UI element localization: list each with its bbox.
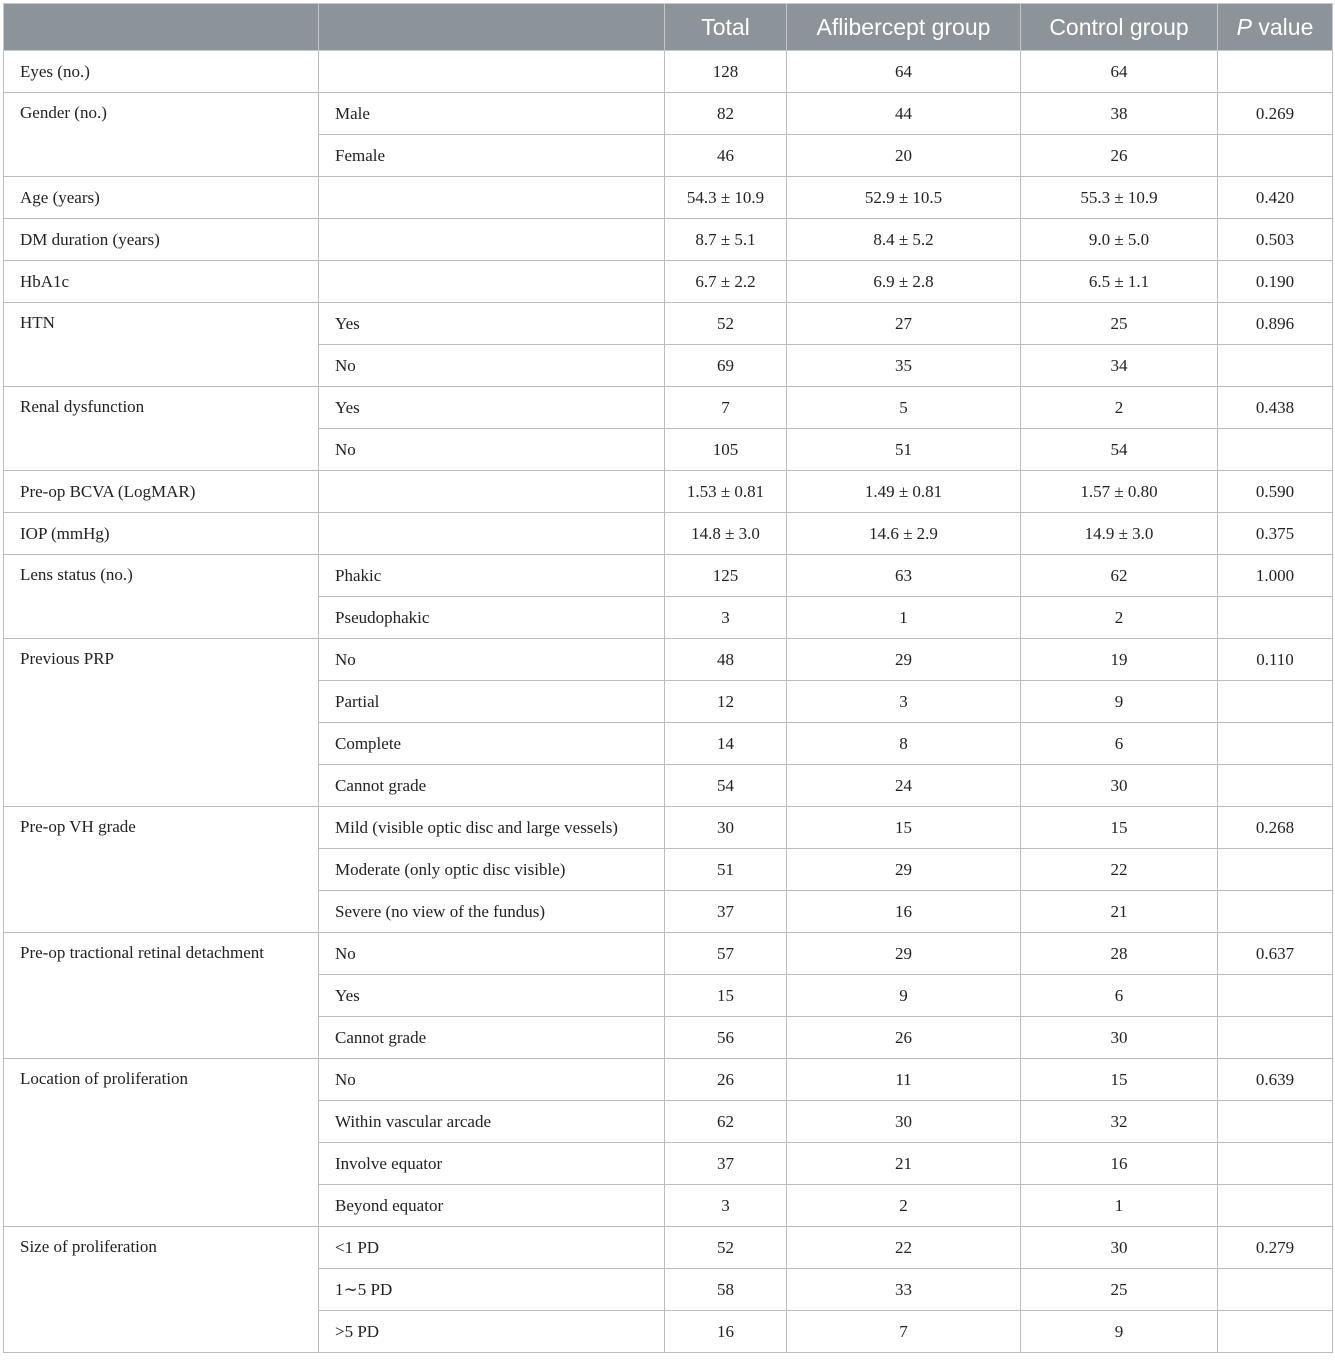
table-row	[4, 513, 1333, 555]
row-subcategory: Severe (no view of the fundus)	[319, 891, 665, 933]
cell-control: 54	[1021, 429, 1218, 471]
cell-p-value-empty	[1218, 1143, 1333, 1185]
table-row	[4, 261, 1333, 303]
row-label: Pre-op BCVA (LogMAR)	[4, 471, 319, 513]
table-body	[4, 51, 1333, 1353]
cell-p-value-empty	[1218, 681, 1333, 723]
cell-aflibercept: 1.49 ± 0.81	[787, 471, 1021, 513]
cell-control: 25	[1021, 303, 1218, 345]
cell-total: 1.53 ± 0.81	[665, 471, 787, 513]
table-row	[4, 219, 1333, 261]
cell-aflibercept: 3	[787, 681, 1021, 723]
cell-p-value: 0.268	[1218, 807, 1333, 849]
cell-aflibercept: 35	[787, 345, 1021, 387]
header-p-symbol: P	[1236, 13, 1252, 40]
cell-control: 6	[1021, 975, 1218, 1017]
cell-control: 19	[1021, 639, 1218, 681]
table-row	[4, 93, 1333, 135]
cell-aflibercept: 22	[787, 1227, 1021, 1269]
table-row	[4, 933, 1333, 975]
cell-aflibercept: 29	[787, 639, 1021, 681]
cell-control: 6	[1021, 723, 1218, 765]
row-subcategory	[319, 513, 665, 555]
row-subcategory	[319, 471, 665, 513]
cell-control: 34	[1021, 345, 1218, 387]
row-label: Pre-op tractional retinal detachment	[4, 933, 319, 1059]
cell-total: 26	[665, 1059, 787, 1101]
cell-p-value: 0.503	[1218, 219, 1333, 261]
cell-aflibercept: 33	[787, 1269, 1021, 1311]
cell-aflibercept: 7	[787, 1311, 1021, 1353]
row-subcategory: Beyond equator	[319, 1185, 665, 1227]
cell-total: 8.7 ± 5.1	[665, 219, 787, 261]
row-subcategory: Phakic	[319, 555, 665, 597]
row-label: Renal dysfunction	[4, 387, 319, 471]
row-subcategory: No	[319, 933, 665, 975]
cell-p-value-empty	[1218, 429, 1333, 471]
table-header	[4, 4, 1333, 51]
cell-total: 15	[665, 975, 787, 1017]
table-row	[4, 177, 1333, 219]
row-subcategory: Mild (visible optic disc and large vessels)	[319, 807, 665, 849]
cell-p-value: 0.420	[1218, 177, 1333, 219]
cell-control: 2	[1021, 597, 1218, 639]
cell-aflibercept: 11	[787, 1059, 1021, 1101]
cell-control: 32	[1021, 1101, 1218, 1143]
row-subcategory: Cannot grade	[319, 1017, 665, 1059]
cell-p-value-empty	[1218, 1017, 1333, 1059]
cell-aflibercept: 8	[787, 723, 1021, 765]
cell-control: 15	[1021, 807, 1218, 849]
baseline-characteristics-table	[3, 3, 1333, 1353]
row-subcategory: 1∼5 PD	[319, 1269, 665, 1311]
cell-total: 57	[665, 933, 787, 975]
cell-p-value: 0.190	[1218, 261, 1333, 303]
cell-p-value-empty	[1218, 975, 1333, 1017]
cell-aflibercept: 26	[787, 1017, 1021, 1059]
cell-total: 37	[665, 891, 787, 933]
cell-total: 37	[665, 1143, 787, 1185]
cell-aflibercept: 52.9 ± 10.5	[787, 177, 1021, 219]
cell-aflibercept: 1	[787, 597, 1021, 639]
cell-aflibercept: 44	[787, 93, 1021, 135]
row-label: Pre-op VH grade	[4, 807, 319, 933]
cell-aflibercept: 29	[787, 849, 1021, 891]
table-row	[4, 555, 1333, 597]
cell-total: 58	[665, 1269, 787, 1311]
cell-control: 38	[1021, 93, 1218, 135]
cell-aflibercept: 27	[787, 303, 1021, 345]
cell-total: 3	[665, 597, 787, 639]
cell-total: 62	[665, 1101, 787, 1143]
row-label: HbA1c	[4, 261, 319, 303]
cell-p-value-empty	[1218, 135, 1333, 177]
cell-p-value-empty	[1218, 1185, 1333, 1227]
cell-aflibercept: 2	[787, 1185, 1021, 1227]
cell-aflibercept: 24	[787, 765, 1021, 807]
cell-total: 54.3 ± 10.9	[665, 177, 787, 219]
row-label: HTN	[4, 303, 319, 387]
cell-aflibercept: 6.9 ± 2.8	[787, 261, 1021, 303]
cell-total: 16	[665, 1311, 787, 1353]
header-subcategory	[319, 4, 665, 51]
cell-total: 82	[665, 93, 787, 135]
cell-total: 46	[665, 135, 787, 177]
cell-p-value: 0.269	[1218, 93, 1333, 135]
cell-control: 6.5 ± 1.1	[1021, 261, 1218, 303]
cell-aflibercept: 30	[787, 1101, 1021, 1143]
cell-control: 15	[1021, 1059, 1218, 1101]
row-subcategory: No	[319, 429, 665, 471]
row-label: Location of proliferation	[4, 1059, 319, 1227]
cell-control: 26	[1021, 135, 1218, 177]
table-row	[4, 471, 1333, 513]
cell-total: 51	[665, 849, 787, 891]
row-subcategory: Partial	[319, 681, 665, 723]
row-subcategory	[319, 261, 665, 303]
row-label: Size of proliferation	[4, 1227, 319, 1353]
table-row	[4, 807, 1333, 849]
cell-control: 21	[1021, 891, 1218, 933]
cell-control: 16	[1021, 1143, 1218, 1185]
cell-control: 1	[1021, 1185, 1218, 1227]
header-characteristic	[4, 4, 319, 51]
cell-aflibercept: 64	[787, 51, 1021, 93]
cell-p-value-empty	[1218, 765, 1333, 807]
cell-p-value-empty	[1218, 849, 1333, 891]
cell-total: 6.7 ± 2.2	[665, 261, 787, 303]
header-p-suffix: value	[1251, 13, 1314, 40]
cell-aflibercept: 9	[787, 975, 1021, 1017]
cell-total: 105	[665, 429, 787, 471]
row-subcategory: Female	[319, 135, 665, 177]
row-subcategory: Male	[319, 93, 665, 135]
cell-p-value: 0.279	[1218, 1227, 1333, 1269]
cell-p-value: 0.438	[1218, 387, 1333, 429]
cell-p-value: 0.590	[1218, 471, 1333, 513]
row-subcategory: No	[319, 639, 665, 681]
cell-control: 14.9 ± 3.0	[1021, 513, 1218, 555]
cell-total: 12	[665, 681, 787, 723]
cell-total: 52	[665, 303, 787, 345]
cell-total: 14.8 ± 3.0	[665, 513, 787, 555]
cell-total: 48	[665, 639, 787, 681]
cell-aflibercept: 51	[787, 429, 1021, 471]
row-subcategory: Within vascular arcade	[319, 1101, 665, 1143]
table-row	[4, 303, 1333, 345]
row-subcategory: No	[319, 345, 665, 387]
cell-p-value: 0.375	[1218, 513, 1333, 555]
row-label: Previous PRP	[4, 639, 319, 807]
cell-p-value	[1218, 51, 1333, 93]
cell-aflibercept: 8.4 ± 5.2	[787, 219, 1021, 261]
row-subcategory: Involve equator	[319, 1143, 665, 1185]
cell-total: 52	[665, 1227, 787, 1269]
row-label: Gender (no.)	[4, 93, 319, 177]
cell-p-value-empty	[1218, 891, 1333, 933]
cell-aflibercept: 20	[787, 135, 1021, 177]
header-p-value	[1218, 4, 1333, 51]
cell-p-value-empty	[1218, 723, 1333, 765]
cell-p-value-empty	[1218, 1269, 1333, 1311]
cell-aflibercept: 5	[787, 387, 1021, 429]
row-label: IOP (mmHg)	[4, 513, 319, 555]
row-subcategory: <1 PD	[319, 1227, 665, 1269]
cell-p-value-empty	[1218, 345, 1333, 387]
row-subcategory	[319, 219, 665, 261]
cell-p-value: 0.639	[1218, 1059, 1333, 1101]
row-subcategory: No	[319, 1059, 665, 1101]
row-subcategory: >5 PD	[319, 1311, 665, 1353]
header-row	[4, 4, 1333, 51]
row-label: Lens status (no.)	[4, 555, 319, 639]
row-subcategory	[319, 177, 665, 219]
row-label: Eyes (no.)	[4, 51, 319, 93]
table-row	[4, 51, 1333, 93]
row-subcategory: Pseudophakic	[319, 597, 665, 639]
cell-control: 28	[1021, 933, 1218, 975]
cell-total: 3	[665, 1185, 787, 1227]
table-row	[4, 1227, 1333, 1269]
cell-total: 69	[665, 345, 787, 387]
cell-p-value: 0.110	[1218, 639, 1333, 681]
cell-control: 2	[1021, 387, 1218, 429]
cell-control: 1.57 ± 0.80	[1021, 471, 1218, 513]
cell-control: 30	[1021, 765, 1218, 807]
cell-aflibercept: 63	[787, 555, 1021, 597]
row-subcategory: Yes	[319, 975, 665, 1017]
cell-total: 7	[665, 387, 787, 429]
cell-aflibercept: 14.6 ± 2.9	[787, 513, 1021, 555]
cell-total: 14	[665, 723, 787, 765]
cell-aflibercept: 15	[787, 807, 1021, 849]
header-aflibercept-group: Aflibercept group	[787, 4, 1021, 51]
table-row	[4, 387, 1333, 429]
cell-total: 54	[665, 765, 787, 807]
cell-p-value-empty	[1218, 597, 1333, 639]
cell-total: 128	[665, 51, 787, 93]
cell-total: 125	[665, 555, 787, 597]
row-subcategory: Yes	[319, 303, 665, 345]
row-subcategory: Cannot grade	[319, 765, 665, 807]
cell-aflibercept: 16	[787, 891, 1021, 933]
cell-total: 56	[665, 1017, 787, 1059]
row-label: DM duration (years)	[4, 219, 319, 261]
cell-control: 30	[1021, 1017, 1218, 1059]
cell-p-value: 0.896	[1218, 303, 1333, 345]
cell-control: 25	[1021, 1269, 1218, 1311]
row-subcategory: Yes	[319, 387, 665, 429]
row-subcategory	[319, 51, 665, 93]
table-row	[4, 639, 1333, 681]
cell-control: 9	[1021, 681, 1218, 723]
cell-p-value-empty	[1218, 1311, 1333, 1353]
cell-p-value: 1.000	[1218, 555, 1333, 597]
row-subcategory: Complete	[319, 723, 665, 765]
cell-p-value-empty	[1218, 1101, 1333, 1143]
cell-total: 30	[665, 807, 787, 849]
cell-control: 9	[1021, 1311, 1218, 1353]
cell-control: 55.3 ± 10.9	[1021, 177, 1218, 219]
header-total: Total	[665, 4, 787, 51]
cell-control: 30	[1021, 1227, 1218, 1269]
cell-aflibercept: 29	[787, 933, 1021, 975]
cell-control: 9.0 ± 5.0	[1021, 219, 1218, 261]
cell-control: 22	[1021, 849, 1218, 891]
cell-control: 62	[1021, 555, 1218, 597]
table-row	[4, 1059, 1333, 1101]
cell-aflibercept: 21	[787, 1143, 1021, 1185]
cell-control: 64	[1021, 51, 1218, 93]
cell-p-value: 0.637	[1218, 933, 1333, 975]
row-label: Age (years)	[4, 177, 319, 219]
header-control-group: Control group	[1021, 4, 1218, 51]
row-subcategory: Moderate (only optic disc visible)	[319, 849, 665, 891]
